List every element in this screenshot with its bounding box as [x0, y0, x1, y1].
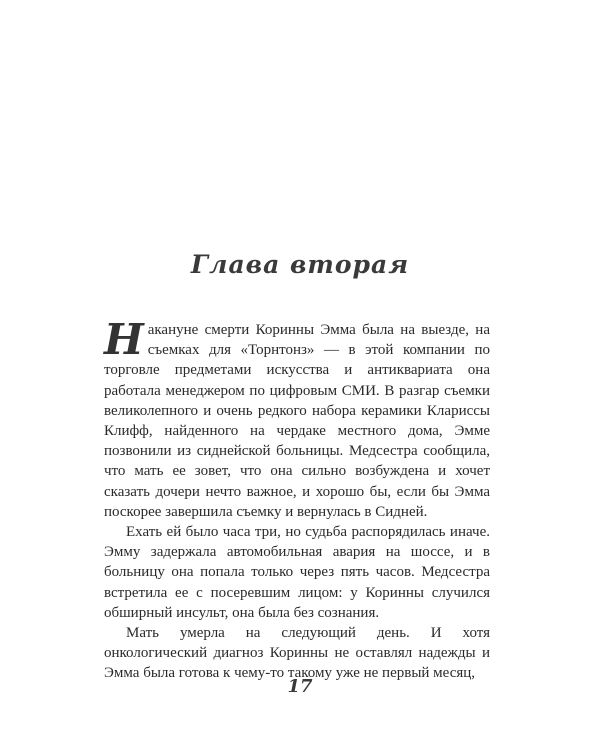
paragraph-3: Мать умерла на следующий день. И хотя онкологический диагноз Коринны не оставлял надежды и Эмма была готова к чему-то такому уже не первый месяц, [104, 625, 490, 682]
body-text [104, 315, 490, 684]
chapter-title: Глава вторая [190, 250, 410, 279]
page-number: 17 [287, 676, 313, 697]
paragraph-1-text: акануне смерти Коринны Эмма была на выезде, на съемках для «Торнтонз» — в этой компании по торговле предметами искусства и антиквариата она работала менеджером по цифровым СМИ. В разгар съемки великолепного и очень редкого набора керамики Клариссы Клифф, найденного на чердаке местного дома, Эмме позвонили из сиднейской больницы. Медсестра сообщила, что мать ее зовет, что она сильно возбуждена и хочет сказать дочери нечто важное, и хорошо бы, если бы Эмма поскорее завершила съемку и вернулась в Сидней. [104, 322, 490, 520]
drop-cap: Н [104, 315, 144, 364]
paragraph-2: Ехать ей было часа три, но судьба распорядилась иначе. Эмму задержала автомобильная авария на шоссе, и в больницу она попала только через пять часов. Медсестра встретила ее с посеревшим лицом: у Коринны случился обширный инсульт, она была без сознания. [104, 524, 490, 621]
paragraph-1 [104, 315, 490, 522]
